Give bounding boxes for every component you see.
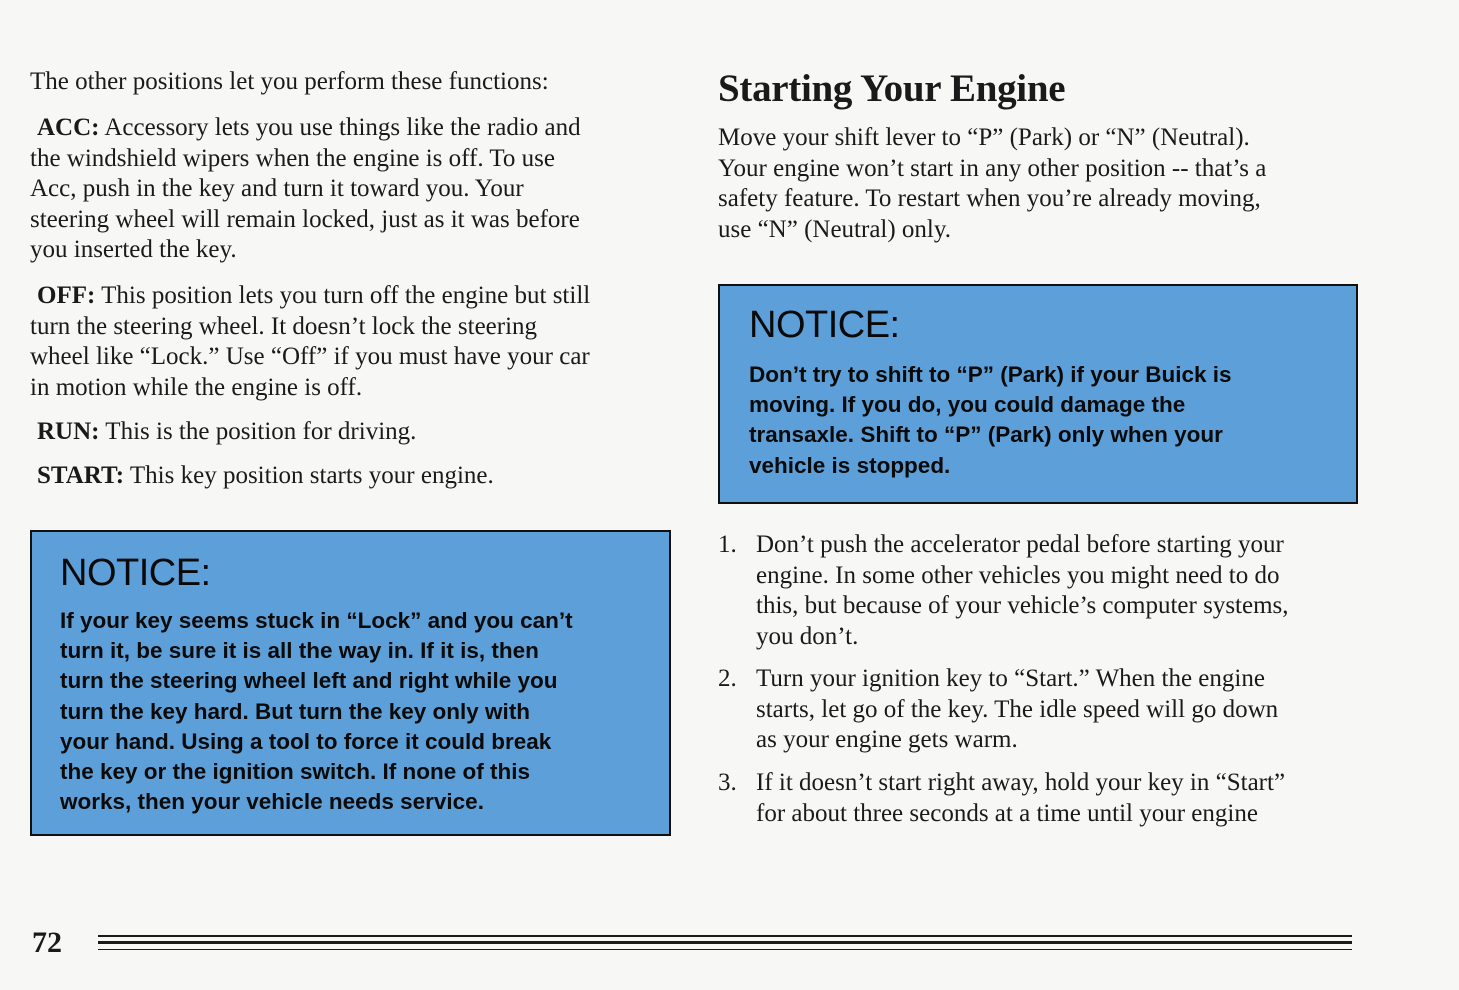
footer-rule-bottom xyxy=(98,949,1352,950)
notice-body: If your key seems stuck in “Lock” and you can’t turn it, be sure it is all the way in. If it is, then turn the steering wheel left and right while you turn the key hard. But turn the key only with your hand. Using a tool to force it could break the key or the ignition switch. If none of this works, then your vehicle needs service. xyxy=(60,608,573,815)
run-term: RUN: xyxy=(37,418,100,445)
key-stuck-notice xyxy=(30,530,671,836)
notice-body: Don’t try to shift to “P” (Park) if your Buick is moving. If you do, you could damage the transaxle. Shift to “P” (Park) only when your vehicle is stopped. xyxy=(749,362,1232,478)
starting-intro: Move your shift lever to “P” (Park) or “N” (Neutral). Your engine won’t start in any other position -- that’s a safety feature. To restart when you’re already moving, use “N” (Neutral) only. xyxy=(718,124,1267,243)
section-heading: Starting Your Engine xyxy=(718,67,1066,110)
footer-rule-top xyxy=(98,935,1352,937)
notice-title: NOTICE: xyxy=(60,552,211,594)
park-shift-notice xyxy=(718,284,1358,504)
run-paragraph: RUN: This is the position for driving. xyxy=(37,418,417,445)
off-term: OFF: xyxy=(37,282,96,309)
off-paragraph: OFF: This position lets you turn off the engine but still turn the steering wheel. It doesn’t lock the steering wheel like “Lock.” Use “Off” if you must have your car in motion while the engine is off. xyxy=(30,282,591,401)
acc-paragraph: ACC: Accessory lets you use things like the radio and the windshield wipers when the engine is off. To use Acc, push in the key and turn it toward you. Your steering wheel will remain locked, just as it was before you inserted the key. xyxy=(30,114,581,263)
start-paragraph: START: This key position starts your engine. xyxy=(37,462,494,489)
acc-term: ACC: xyxy=(37,114,100,141)
start-term: START: xyxy=(37,462,125,489)
page-number: 72 xyxy=(32,926,62,959)
notice-title: NOTICE: xyxy=(749,304,900,346)
footer-rule-middle xyxy=(98,941,1352,944)
positions-intro: The other positions let you perform these functions: xyxy=(30,68,549,95)
